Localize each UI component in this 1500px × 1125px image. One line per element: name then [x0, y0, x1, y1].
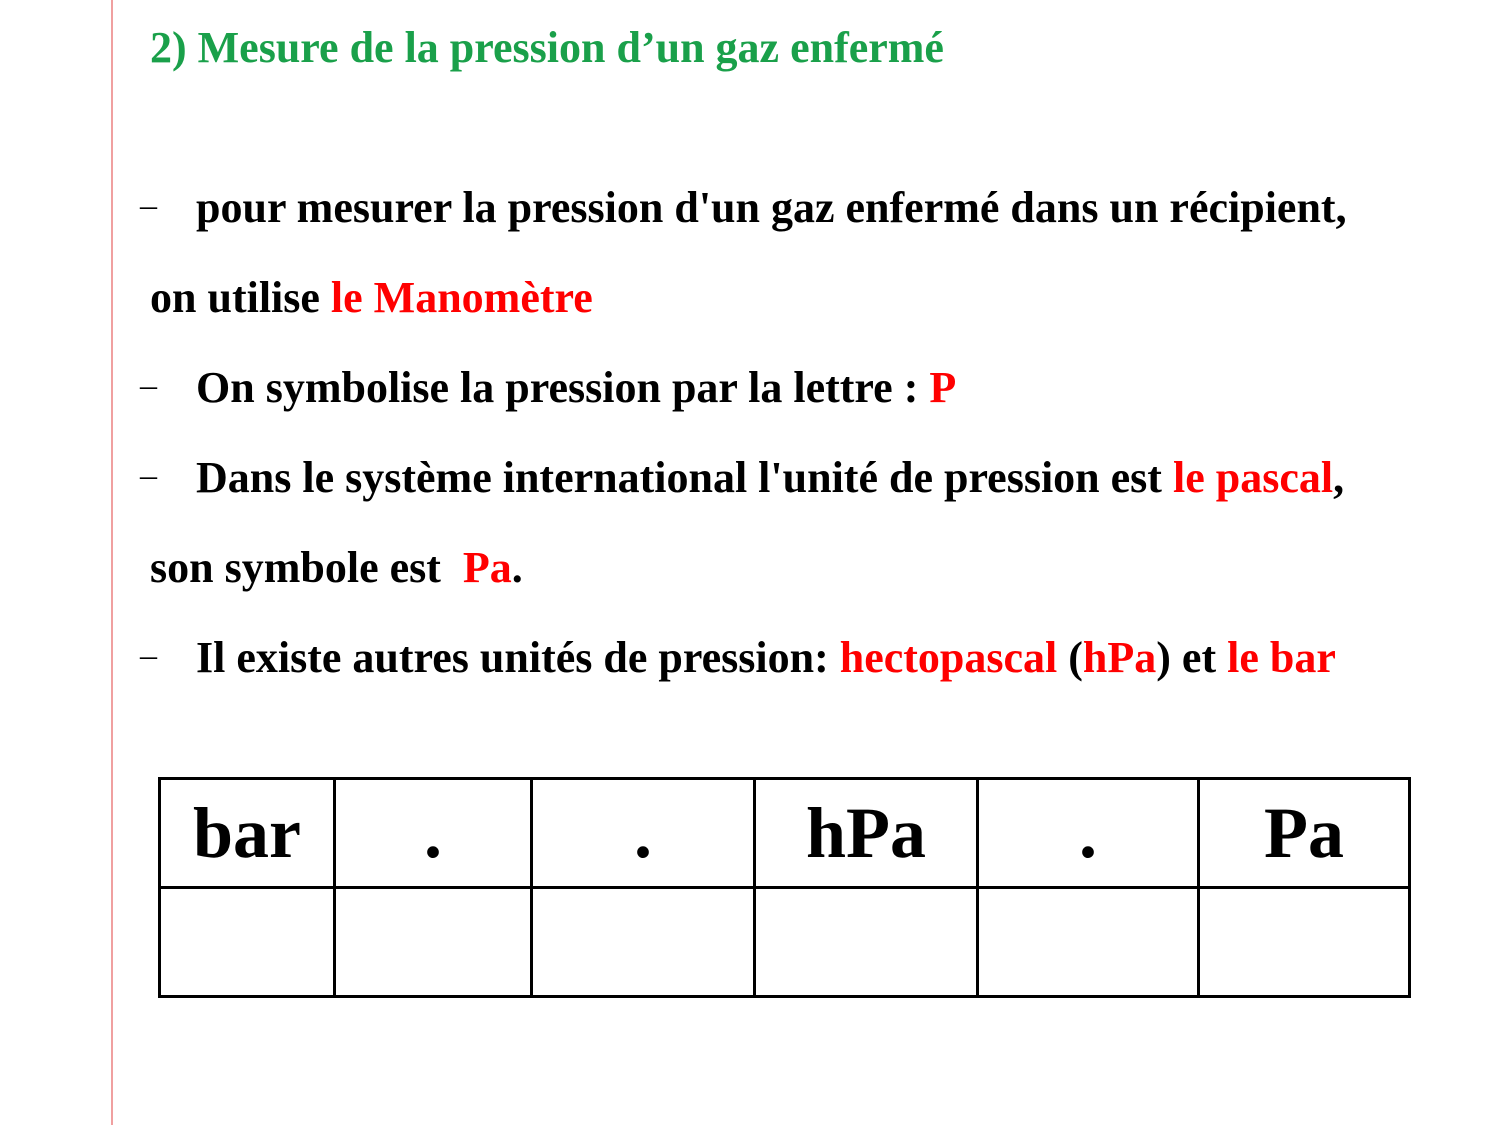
units-empty-cell[interactable] — [978, 888, 1199, 997]
bullet-3-line-2-text: son symbole est — [150, 543, 463, 592]
units-empty-cell[interactable] — [532, 888, 755, 997]
units-table — [158, 777, 1411, 998]
bullet-4-line — [196, 632, 1336, 684]
bullet-3-tail: , — [1333, 453, 1345, 502]
section-title: 2) Mesure de la pression d’un gaz enfermé — [150, 23, 944, 72]
bullet-1-line-2 — [150, 272, 593, 324]
units-cell-pa: Pa — [1199, 779, 1410, 888]
bullet-dash-3: – — [140, 457, 157, 494]
bullet-3-line-1 — [196, 452, 1344, 504]
margin-line — [111, 0, 113, 1125]
units-table-empty-row — [160, 888, 1410, 997]
bullet-4-highlight-hectopascal: hectopascal — [839, 633, 1058, 682]
units-cell-bar: bar — [160, 779, 335, 888]
bullet-4-sep-2: ) et — [1156, 633, 1228, 682]
bullet-4-highlight-hpa: hPa — [1082, 633, 1157, 682]
bullet-2-text: On symbolise la pression par la lettre : — [196, 363, 930, 412]
bullet-2-highlight: P — [929, 363, 957, 412]
bullet-3-highlight: le pascal — [1172, 453, 1334, 502]
units-cell-dot-1: . — [335, 779, 532, 888]
bullet-4-text: Il existe autres unités de pression: — [196, 633, 840, 682]
bullet-dash-4: – — [140, 637, 157, 674]
units-cell-hpa: hPa — [755, 779, 978, 888]
bullet-dash-1: – — [140, 187, 157, 224]
bullet-1-text: on utilise — [150, 273, 331, 322]
bullet-dash-2: – — [140, 367, 157, 404]
units-empty-cell[interactable] — [160, 888, 335, 997]
units-cell-dot-2: . — [532, 779, 755, 888]
units-table-header-row — [160, 779, 1410, 888]
units-empty-cell[interactable] — [335, 888, 532, 997]
bullet-4-sep-1: ( — [1057, 633, 1083, 682]
bullet-4-highlight-bar: le bar — [1227, 633, 1336, 682]
bullet-3-line-2 — [150, 542, 523, 594]
bullet-1-highlight: le Manomètre — [330, 273, 593, 322]
bullet-3-line-2-tail: . — [511, 543, 523, 592]
bullet-2-line — [196, 362, 956, 414]
bullet-3-line-2-highlight: Pa — [462, 543, 512, 592]
bullet-3-text: Dans le système international l'unité de pression est — [196, 453, 1173, 502]
units-empty-cell[interactable] — [1199, 888, 1410, 997]
units-empty-cell[interactable] — [755, 888, 978, 997]
units-cell-dot-3: . — [978, 779, 1199, 888]
bullet-1-line-1: pour mesurer la pression d'un gaz enfermé dans un récipient, — [196, 183, 1347, 232]
